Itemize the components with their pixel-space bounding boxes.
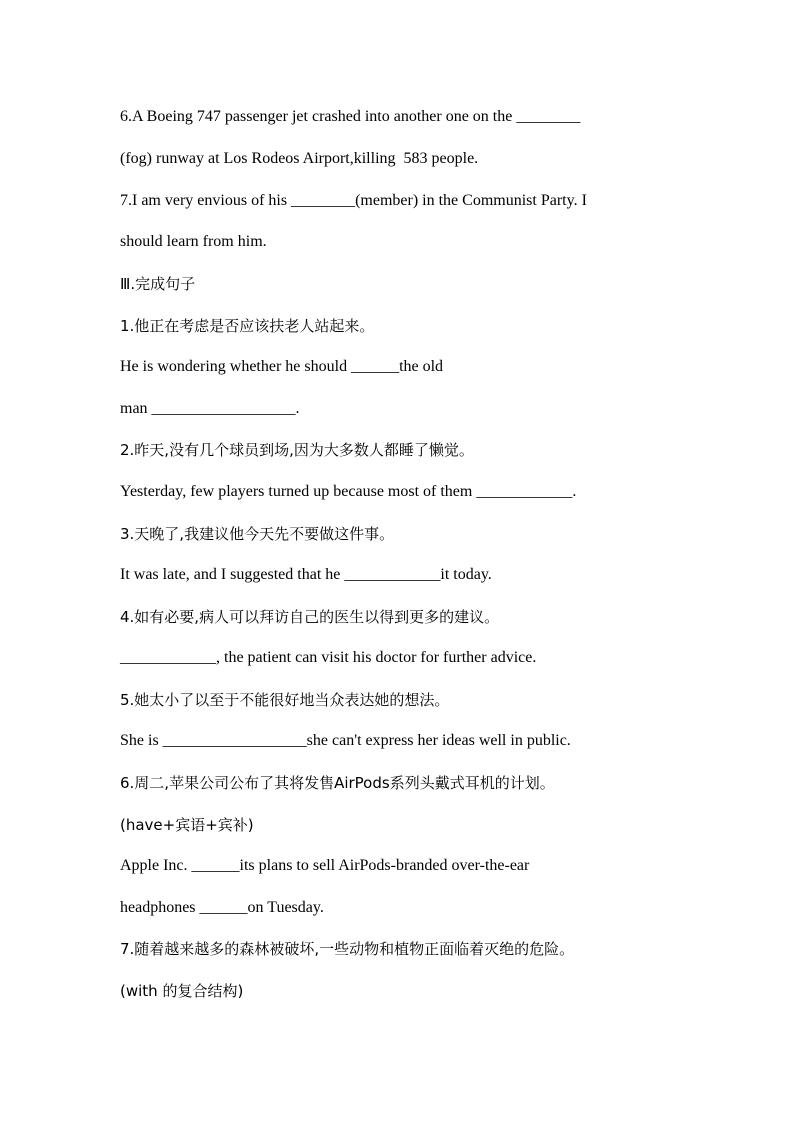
sentence-7-chinese: 7.随着越来越多的森林被破坏,一些动物和植物正面临着灭绝的危险。 — [120, 940, 575, 958]
sentence-6-english-line-1: Apple Inc. ______its plans to sell AirPods-branded over-the-ear — [120, 857, 530, 874]
sentence-4-chinese: 4.如有必要,病人可以拜访自己的医生以得到更多的建议。 — [120, 608, 500, 626]
sentence-6-english-line-2: headphones ______on Tuesday. — [120, 899, 324, 916]
sentence-7-hint: (with 的复合结构) — [120, 982, 244, 1000]
sentence-4-english: ____________, the patient can visit his doctor for further advice. — [120, 649, 537, 666]
exercise-6-line-1: 6.A Boeing 747 passenger jet crashed into another one on the ________ — [120, 108, 581, 125]
exercise-7-line-2: should learn from him. — [120, 233, 267, 250]
sentence-5-chinese: 5.她太小了以至于不能很好地当众表达她的想法。 — [120, 691, 450, 709]
sentence-6-chinese: 6.周二,苹果公司公布了其将发售AirPods系列头戴式耳机的计划。 — [120, 774, 555, 792]
sentence-6-hint: (have+宾语+宾补) — [120, 816, 254, 834]
sentence-1-english-line-1: He is wondering whether he should ______the old — [120, 358, 444, 375]
sentence-2-english: Yesterday, few players turned up because most of them ____________. — [120, 483, 577, 500]
sentence-3-english: It was late, and I suggested that he ____________it today. — [120, 566, 492, 583]
sentence-2-chinese: 2.昨天,没有几个球员到场,因为大多数人都睡了懒觉。 — [120, 441, 474, 459]
sentence-1-english-line-2: man __________________. — [120, 400, 300, 417]
exercise-7-line-1: 7.I am very envious of his ________(member) in the Communist Party. I — [120, 192, 587, 209]
sentence-3-chinese: 3.天晚了,我建议他今天先不要做这件事。 — [120, 525, 395, 543]
sentence-1-chinese: 1.他正在考虑是否应该扶老人站起来。 — [120, 317, 375, 335]
section-heading: Ⅲ.完成句子 — [120, 275, 196, 293]
sentence-5-english: She is __________________she can't express her ideas well in public. — [120, 732, 571, 749]
exercise-6-line-2: (fog) runway at Los Rodeos Airport,killing 583 people. — [120, 150, 479, 167]
